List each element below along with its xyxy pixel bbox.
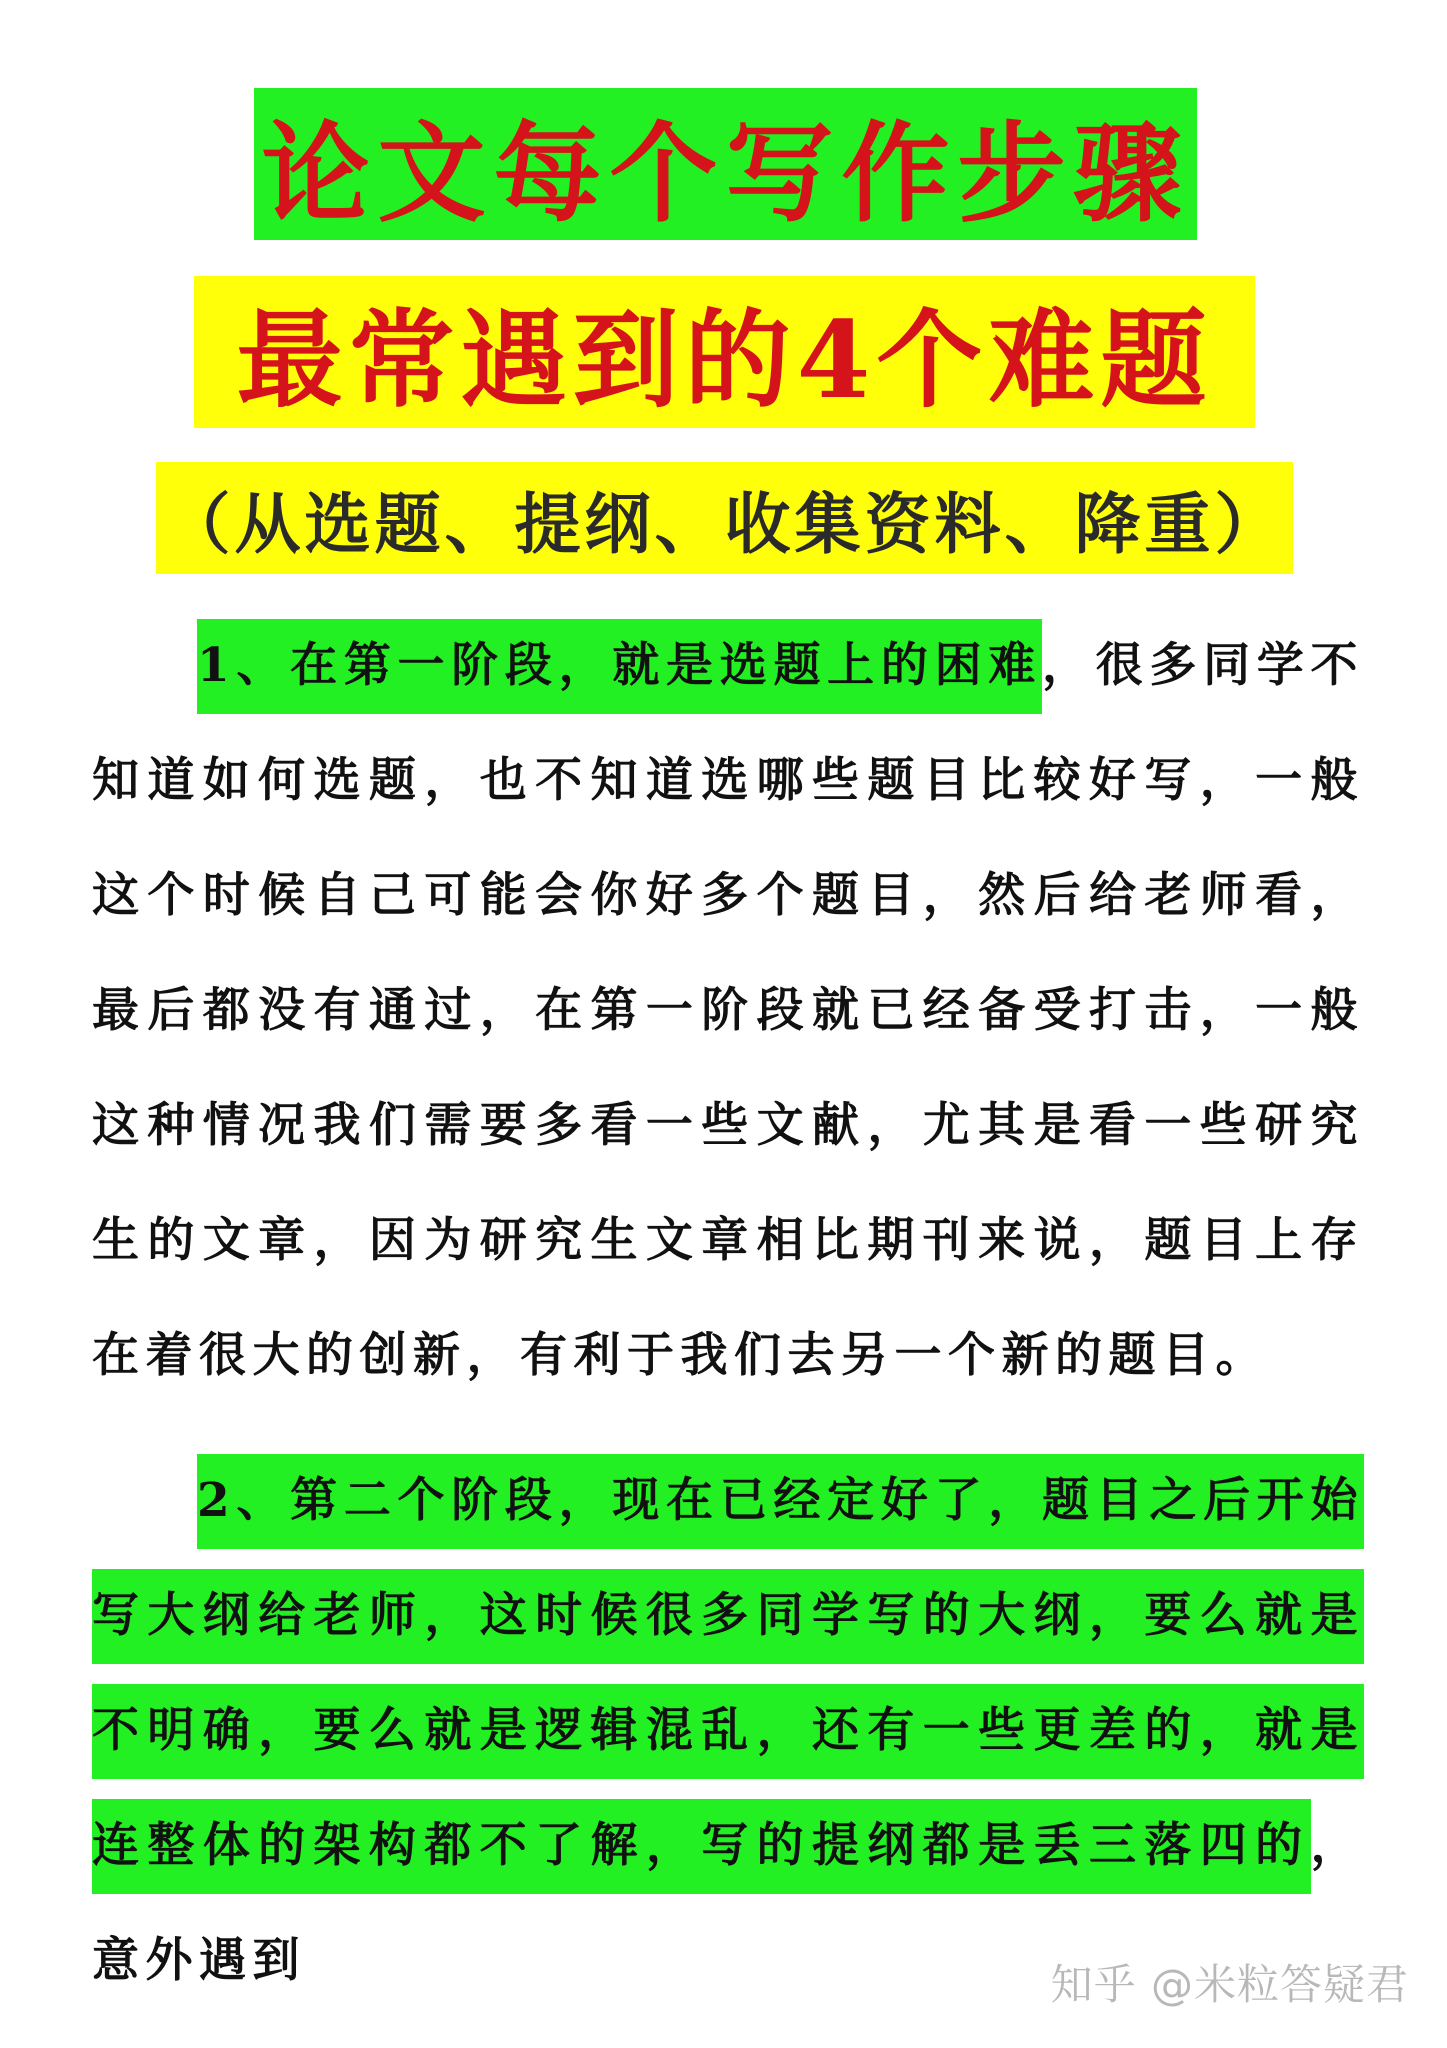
paragraph-2-text: ，意外遇到 — [92, 1818, 1364, 1988]
paragraph-2 — [92, 1443, 1364, 2018]
subtitle-banner — [156, 462, 1293, 574]
title-banner-line1 — [254, 88, 1197, 240]
subtitle: （从选题、提纲、收集资料、降重） — [164, 484, 1285, 563]
paragraph-2-highlight: 2、第二个阶段，现在已经定好了，题目之后开始写大纲给老师，这时候很多同学写的大纲，要么就是不明确，要么就是逻辑混乱，还有一些更差的，就是连整体的架构都不了解，写的提纲都是丢三落四的 — [92, 1454, 1364, 1894]
paragraph-1-highlight: 1、在第一阶段，就是选题上的困难 — [197, 619, 1042, 714]
watermark: 知乎 @米粒答疑君 — [1050, 1960, 1409, 2009]
title-line1: 论文每个写作步骤 — [261, 110, 1190, 237]
title-line2: 最常遇到的4个难题 — [236, 297, 1213, 422]
title-banner-line2 — [194, 276, 1255, 428]
paragraph-1 — [92, 608, 1364, 1413]
paragraph-1-text: ，很多同学不知道如何选题，也不知道选哪些题目比较好写，一般这个时候自己可能会你好多个题目，然后给老师看，最后都没有通过，在第一阶段就已经备受打击，一般这种情况我们需要多看一些文献，尤其是看一些研究生的文章，因为研究生文章相比期刊来说，题目上存在着很大的创新，有利于我们去另一个新的题目。 — [92, 638, 1365, 1383]
